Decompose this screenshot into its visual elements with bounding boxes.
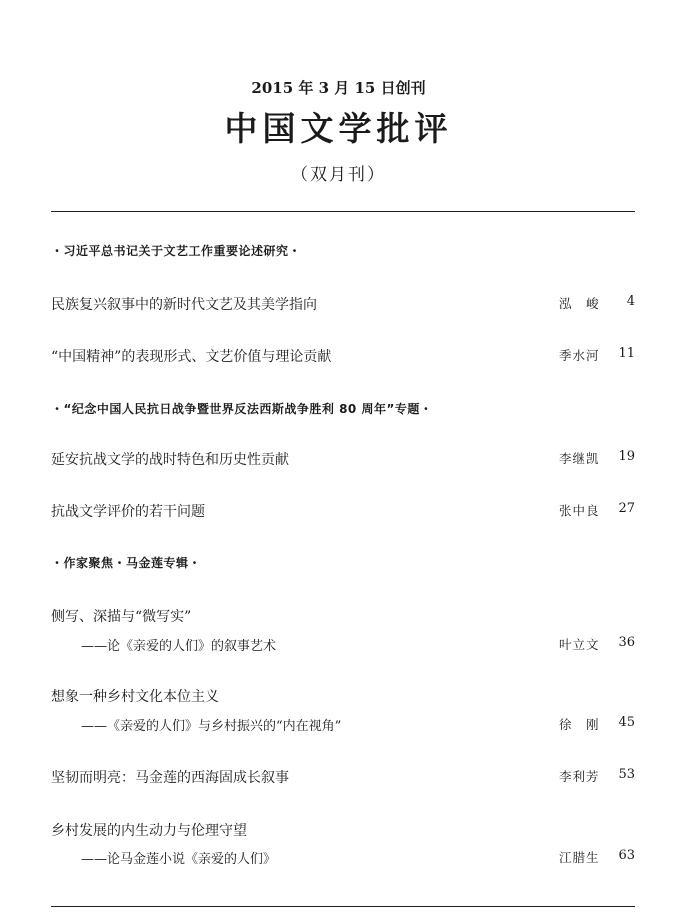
article-author: 李继凯 [559,451,600,466]
article-subtitle: ——论《亲爱的人们》的叙事艺术 [81,639,277,654]
section-heading: ・习近平总书记关于文艺工作重要论述研究・ [51,244,302,258]
page-number: 11 [618,346,635,361]
article-author: 江腊生 [559,850,600,865]
article-title: 乡村发展的内生动力与伦理守望 [51,823,247,839]
article-title: 延安抗战文学的战时特色和历史性贡献 [51,452,289,468]
toc-entry[interactable] [51,501,635,521]
journal-title: 中国文学批评 [224,109,453,148]
toc-entry-subtitle-row[interactable] [51,848,635,868]
article-author: 李利芳 [559,769,600,784]
toc-entry[interactable] [51,449,635,469]
bottom-divider [51,906,635,907]
top-divider [51,211,635,212]
toc-entry[interactable] [51,686,635,706]
page-number: 45 [618,715,635,730]
article-author: 叶立文 [559,637,600,652]
article-author: 徐 刚 [559,717,600,732]
page-number: 27 [618,501,635,516]
toc-entry[interactable] [51,820,635,840]
page-number: 4 [626,294,635,309]
founding-date: 2015 年 3 月 15 日创刊 [251,79,426,97]
toc-entry[interactable] [51,606,635,626]
article-author: 张中良 [559,503,600,518]
section-heading: ・“纪念中国人民抗日战争暨世界反法西斯战争胜利 80 周年”专题・ [51,402,433,416]
article-subtitle: ——论马金莲小说《亲爱的人们》 [81,852,277,867]
toc-entry[interactable] [51,294,635,314]
article-title: “中国精神”的表现形式、文艺价值与理论贡献 [51,349,332,365]
page-number: 36 [618,635,635,650]
toc-entry[interactable] [51,767,635,787]
page-number: 19 [618,449,635,464]
journal-frequency: （双月刊） [291,165,386,185]
toc-entry-subtitle-row[interactable] [51,635,635,655]
toc-entry[interactable] [51,346,635,366]
page-number: 63 [618,848,635,863]
article-title: 抗战文学评价的若干问题 [51,504,205,520]
toc-entry-subtitle-row[interactable] [51,715,635,735]
article-title: 民族复兴叙事中的新时代文艺及其美学指向 [51,297,317,313]
article-subtitle: ——《亲爱的人们》与乡村振兴的“内在视角” [81,719,342,734]
article-title: 侧写、深描与“微写实” [51,609,192,625]
article-author: 季水河 [559,348,600,363]
article-title: 想象一种乡村文化本位主义 [51,689,219,705]
page-number: 53 [618,767,635,782]
article-author: 泓 峻 [559,296,600,311]
section-heading: ・作家聚焦・马金莲专辑・ [51,556,202,570]
article-title: 坚韧而明亮：马金莲的西海固成长叙事 [51,770,289,786]
